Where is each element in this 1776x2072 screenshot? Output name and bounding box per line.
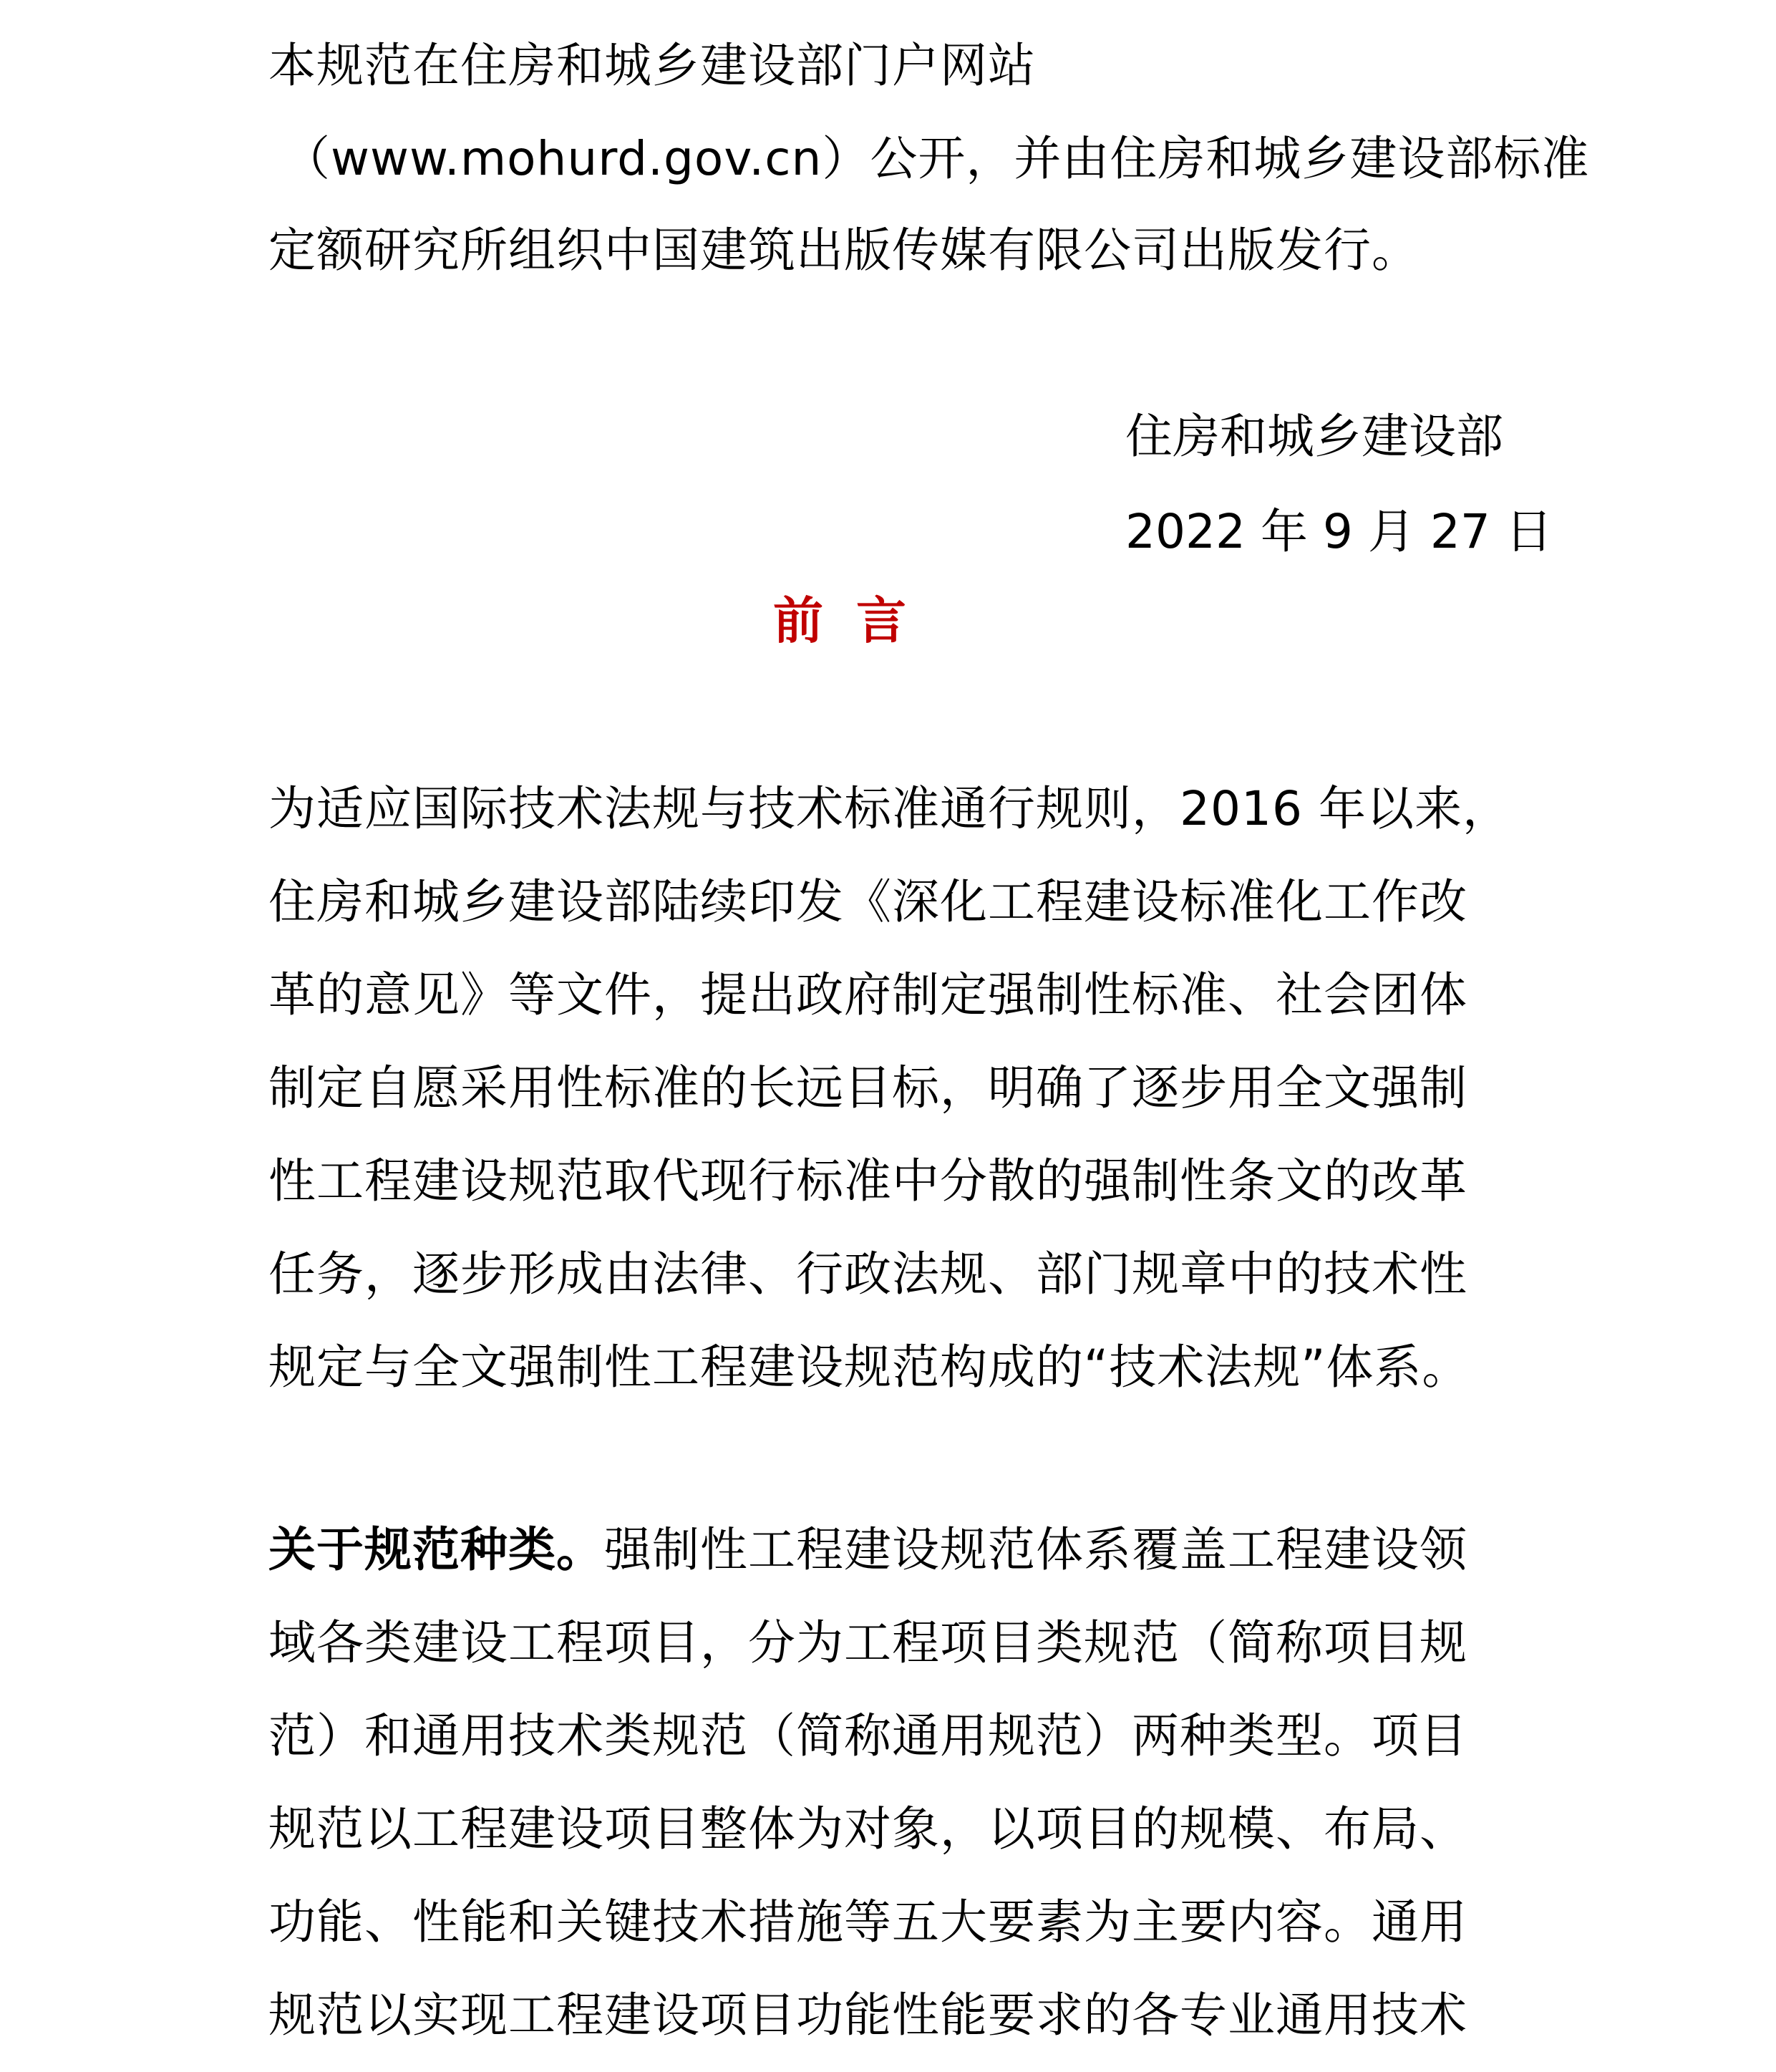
paragraph-line: 范）和通用技术类规范（简称通用规范）两种类型。项目 <box>268 1708 1467 1763</box>
notice-line: 本规范在住房和城乡建设部门户网站 <box>268 38 1036 93</box>
paragraph-line: 规定与全文强制性工程建设规范构成的“技术法规”体系。 <box>268 1340 1470 1395</box>
paragraph-line: 规范以工程建设项目整体为对象，以项目的规模、布局、 <box>268 1801 1467 1856</box>
paragraph-first-line <box>268 1521 1467 1579</box>
paragraph-line: 革的意见》等文件，提出政府制定强制性标准、社会团体 <box>268 967 1467 1022</box>
notice-line: 定额研究所组织中国建筑出版传媒有限公司出版发行。 <box>268 223 1420 278</box>
paragraph-text: 强制性工程建设规范体系覆盖工程建设领 <box>604 1522 1467 1577</box>
preface-heading: 前言 <box>773 591 939 650</box>
paragraph-line: 制定自愿采用性标准的长远目标，明确了逐步用全文强制 <box>268 1060 1467 1115</box>
notice-line: （www.mohurd.gov.cn）公开，并由住房和城乡建设部标准 <box>283 131 1590 186</box>
paragraph-line: 功能、性能和关键技术措施等五大要素为主要内容。通用 <box>268 1894 1467 1950</box>
paragraph-line: 规范以实现工程建设项目功能性能要求的各专业通用技术 <box>268 1988 1467 2043</box>
issuer-name: 住房和城乡建设部 <box>1125 409 1503 464</box>
paragraph-line: 性工程建设规范取代现行标准中分散的强制性条文的改革 <box>268 1153 1467 1209</box>
section-lead: 关于规范种类。 <box>268 1522 604 1577</box>
issue-date: 2022 年 9 月 27 日 <box>1125 504 1553 559</box>
paragraph-line: 任务，逐步形成由法律、行政法规、部门规章中的技术性 <box>268 1246 1467 1302</box>
paragraph-line: 住房和城乡建设部陆续印发《深化工程建设标准化工作改 <box>268 874 1467 929</box>
paragraph-line: 为适应国际技术法规与技术标准通行规则，2016 年以来， <box>268 781 1510 836</box>
paragraph-line: 域各类建设工程项目，分为工程项目类规范（简称项目规 <box>268 1615 1467 1670</box>
